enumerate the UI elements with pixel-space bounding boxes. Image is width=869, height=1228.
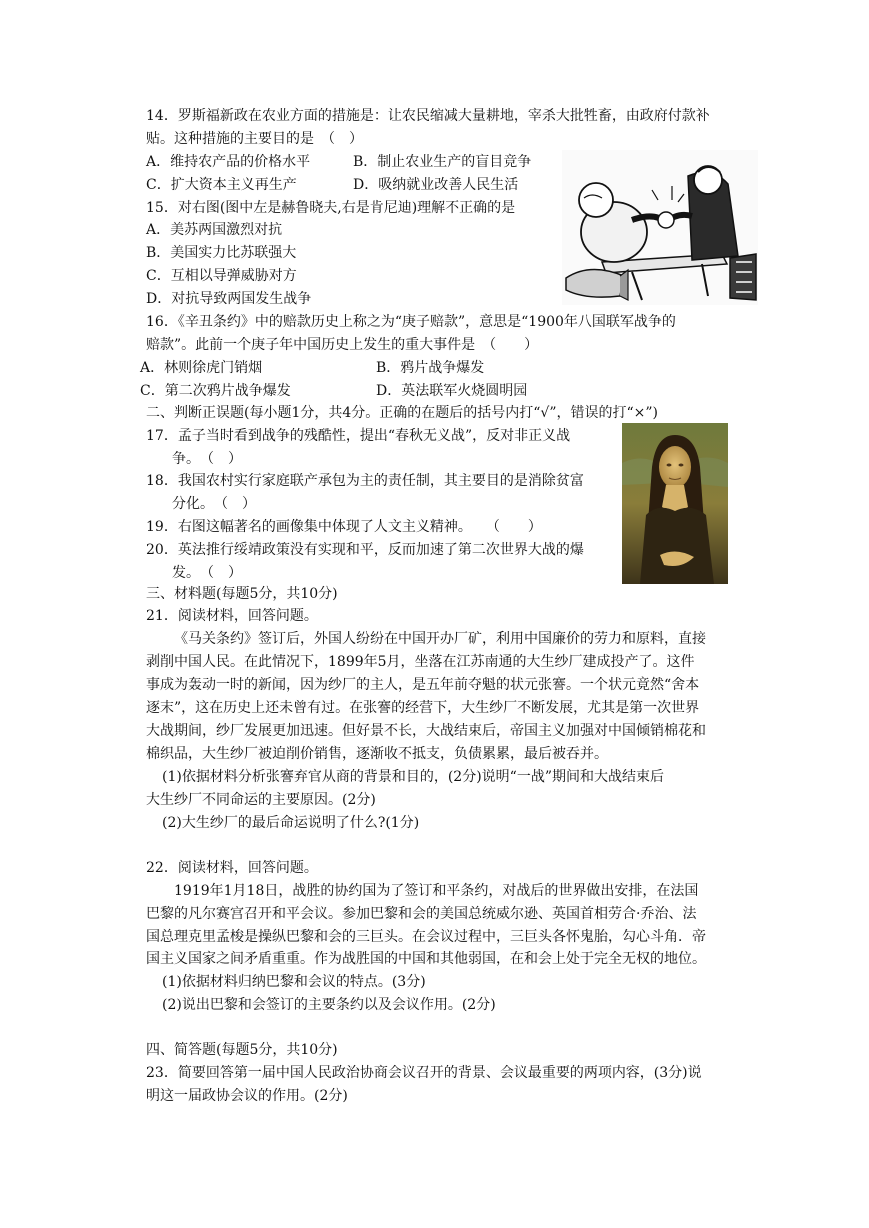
q18-line1: 18．我国农村实行家庭联产承包为主的责任制，其主要目的是消除贫富 — [146, 473, 584, 489]
q21-material-line3: 事成为轰动一时的新闻，因为纱厂的主人，是五年前夺魁的状元张謇。一个状元竟然“舍本 — [146, 677, 700, 693]
q21-material-line2: 剥削中国人民。在此情况下，1899年5月，坐落在江苏南通的大生纱厂建成投产了。这件 — [146, 654, 695, 670]
q17-line1: 17．孟子当时看到战争的残酷性，提出“春秋无义战”，反对非正义战 — [146, 428, 571, 444]
q16-option-c: C．第二次鸦片战争爆发 — [140, 383, 291, 399]
mona-lisa-painting-image — [622, 423, 728, 584]
q15-stem: 15．对右图(图中左是赫鲁晓夫,右是肯尼迪)理解不正确的是 — [146, 200, 516, 216]
q22-subquestion-2: (2)说出巴黎和会签订的主要条约以及会议作用。(2分) — [162, 997, 496, 1013]
q16-option-a: A．林则徐虎门销烟 — [140, 360, 263, 376]
q23-line1: 23．简要回答第一届中国人民政治协商会议召开的背景、会议最重要的两项内容，(3分)说 — [146, 1065, 702, 1081]
q22-material-line3: 国总理克里孟梭是操纵巴黎和会的三巨头。在会议过程中，三巨头各怀鬼胎，勾心斗角．帝 — [146, 929, 706, 945]
q15-option-c: C．互相以导弹威胁对方 — [146, 268, 297, 284]
q15-option-a: A．美苏两国激烈对抗 — [146, 222, 283, 238]
q15-option-d: D．对抗导致两国发生战争 — [146, 291, 312, 307]
q22-subquestion-1: (1)依据材料归纳巴黎和会议的特点。(3分) — [162, 974, 426, 990]
q22-material-line4: 国主义国家之间矛盾重重。作为战胜国的中国和其他弱国，在和会上处于完全无权的地位。 — [146, 951, 706, 967]
q20-line1: 20．英法推行绥靖政策没有实现和平，反而加速了第二次世界大战的爆 — [146, 542, 584, 558]
q21-material-line4: 逐末”，这在历史上还未曾有过。在张謇的经营下，大生纱厂不断发展，尤其是第一次世界 — [146, 700, 700, 716]
q16-option-d: D．英法联军火烧圆明园 — [376, 383, 528, 399]
q18-line2: 分化。 （ ） — [172, 496, 256, 512]
q21-material-line6: 棉织品，大生纱厂被迫削价销售，逐渐收不抵支，负债累累，最后被吞并。 — [146, 746, 608, 762]
q14-option-c: C．扩大资本主义再生产 — [146, 177, 297, 193]
q14-stem-line1: 14．罗斯福新政在农业方面的措施是：让农民缩减大量耕地，宰杀大批牲畜，由政府付款补 — [146, 108, 710, 124]
q21-subquestion-1-line1: (1)依据材料分析张謇弃官从商的背景和目的，(2分)说明“一战”期间和大战结束后 — [162, 769, 664, 785]
q16-stem-line1: 16．《辛丑条约》中的赔款历史上称之为“庚子赔款”，意思是“1900年八国联军战争的 — [146, 314, 676, 330]
q19-line: 19．右图这幅著名的画像集中体现了人文主义精神。 （ ） — [146, 519, 542, 535]
q16-stem-line2: 赔款”。此前一个庚子年中国历史上发生的重大事件是 （ ） — [146, 337, 539, 353]
q21-material-line5: 大战期间，纱厂发展更加迅速。但好景不长，大战结束后，帝国主义加强对中国倾销棉花和 — [146, 723, 706, 739]
q15-option-b: B．美国实力比苏联强大 — [146, 245, 297, 261]
cartoon-khrushchev-kennedy-image — [562, 150, 758, 305]
q14-stem-line2: 贴。这种措施的主要目的是 （ ） — [146, 131, 363, 147]
section-2-heading: 二、判断正误题(每小题1分，共4分。正确的在题后的括号内打“√”，错误的打“×”) — [146, 405, 659, 421]
section-3-heading: 三、材料题(每题5分，共10分) — [146, 586, 338, 602]
q21-subquestion-2: (2)大生纱厂的最后命运说明了什么?(1分) — [162, 815, 420, 831]
section-4-heading: 四、简答题(每题5分，共10分) — [146, 1042, 338, 1058]
q14-option-b: B．制止农业生产的盲目竞争 — [353, 154, 532, 170]
q14-option-a: A．维持农产品的价格水平 — [146, 154, 311, 170]
q22-material-line1: 1919年1月18日，战胜的协约国为了签订和平条约，对战后的世界做出安排，在法国 — [174, 883, 699, 899]
q21-stem: 21．阅读材料，回答问题。 — [146, 608, 318, 624]
q16-option-b: B．鸦片战争爆发 — [376, 360, 485, 376]
q22-stem: 22．阅读材料，回答问题。 — [146, 860, 318, 876]
q14-option-d: D．吸纳就业改善人民生活 — [353, 177, 519, 193]
q21-subquestion-1-line2: 大生纱厂不同命运的主要原因。(2分) — [146, 792, 376, 808]
q23-line2: 明这一届政协会议的作用。(2分) — [146, 1088, 348, 1104]
q20-line2: 发。 （ ） — [172, 565, 242, 581]
q17-line2: 争。 （ ） — [172, 451, 242, 467]
q22-material-line2: 巴黎的凡尔赛宫召开和平会议。参加巴黎和会的美国总统威尔逊、英国首相劳合·乔治、法 — [146, 906, 697, 922]
q21-material-line1: 《马关条约》签订后，外国人纷纷在中国开办厂矿，利用中国廉价的劳力和原料，直接 — [174, 631, 706, 647]
